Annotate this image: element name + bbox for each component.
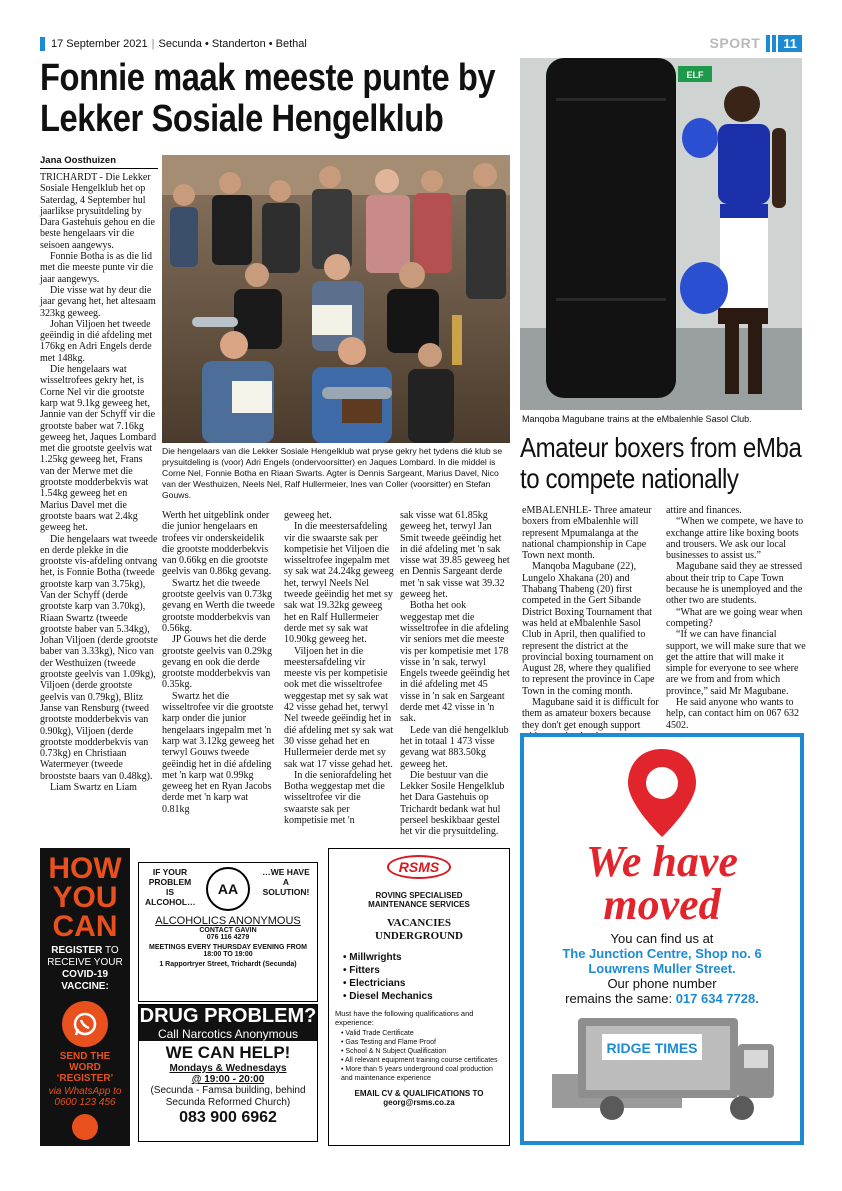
paragraph: “When we compete, we have to exchange attire like boxing boots and trousers. We ask our local businesses to assist us.” — [666, 516, 804, 562]
boxing-column-2 — [666, 505, 806, 731]
paragraph: sak visse wat 61.85kg geweeg het, terwyl Jan Smit tweede geëindig het in dié afdeling met 'n sak visse wat 39.85 geweeg het en Dennis Sargeant derde met 'n sak visse wat 39.32 geweeg het. — [400, 510, 510, 601]
page-header-left — [40, 36, 307, 52]
aa-name: ALCOHOLICS ANONYMOUS — [155, 915, 301, 927]
fishing-headline: Fonnie maak meeste punte by Lekker Sosiale Hengelklub — [40, 57, 496, 140]
moved-address-line-2: Louwrens Muller Street. — [588, 961, 736, 976]
header-separator: | — [151, 38, 155, 50]
fishing-photo-illustration — [162, 155, 510, 443]
list-item: • Fitters — [343, 965, 380, 976]
paragraph: TRICHARDT - Die Lekker Sosiale Hengelklub het op Saterdag, 4 September hul jaarlikse prysuitdeling by Dara Gastehuis gehou en die beste hengelaars vir die seisoen aangewys. — [40, 172, 155, 251]
paragraph: In die seniorafdeling het Botha weggestap met die wisseltrofee vir die swaarste sak per kompetisie met 'n — [284, 769, 392, 827]
globe-icon — [72, 1114, 98, 1140]
byline-rule — [40, 168, 158, 169]
aa-address: 1 Rapportryer Street, Trichardt (Secunda) — [159, 961, 297, 968]
paragraph: Die hengelaars wat wisseltrofees gekry het, is Corne Nel vir die grootste karp wat 9.1kg geweeg het, Jannie van der Schyff vir die grootste baber wat 7.16kg geweeg het, Jaques Lombard met die grootste geelvis wat 1.25kg geweeg het, Frans van der Merwe met die grootste modderbekvis wat 1.54kg geweeg het en Marius Davel met die grootste baars wat 2.4kg geweeg het. — [40, 364, 157, 534]
whatsapp-icon — [62, 1001, 108, 1047]
paragraph: “If we can have financial support, we will make sure that we get the attire that will make it simple for everyone to see where are we from and from which province,” said Mr Magubane. — [666, 629, 806, 697]
paragraph: Johan Viljoen het tweede geëindig in dié afdeling met 176kg en Adri Engels derde met 148kg. — [40, 318, 153, 364]
rsms-logo: RSMS — [387, 855, 451, 879]
alcoholics-anonymous-ad — [138, 862, 318, 1002]
paragraph: Manqoba Magubane (22), Lungelo Xhakana (20) and Thabang Thabeng (20) first competed in the Gert Sibande District Boxing Tournament that was held at eMbalenhle Sasol Club in April, then qualified to represent the district at the provincial boxing tournament on August 28, where they qualified to represent the province in Cape Town in the coming month. — [522, 561, 655, 697]
covid-whatsapp-number: via WhatsApp to 0600 123 456 — [48, 1086, 122, 1108]
section-label: SPORT — [709, 35, 761, 51]
na-time: @ 19:00 - 20:00 — [191, 1074, 265, 1085]
paragraph: Lede van dié hengelklub het in totaal 1 473 visse gevang wat 883.50kg geweeg het. — [400, 724, 509, 770]
na-help: WE CAN HELP! — [165, 1043, 291, 1062]
page-header-right — [710, 34, 802, 52]
covid-send-word: SEND THE WORD ‘REGISTER’ — [56, 1051, 114, 1084]
covid-ad-line-1: HOW — [48, 852, 122, 885]
moved-title-line-2: moved — [603, 880, 721, 929]
issue-date: 17 September 2021 — [51, 38, 148, 50]
paragraph: attire and finances. — [666, 505, 742, 516]
paragraph: Werth het uitgeblink onder die junior hengelaars en trofees vir onderskeidelik die grootste modderbekvis van 0.66kg en die grootste geelvis van 0.86kg gevang. — [162, 510, 272, 578]
paragraph: Viljoen het in die meestersafdeling vir meeste vis per kompetisie ook met die wisseltrofee weggestap met sy sak wat 42 visse gehad het, terwyl Nel tweede geëindig het in dié afdeling met sy sak wat 30 visse gehad het en Hullermeier derde met sy sak wat 17 visse gehad het. — [284, 645, 394, 770]
paragraph: Botha het ook weggestap met die wisseltrofee in die afdeling vir seniors met die meeste vis per kompetisie met 178 visse in 'n sak, terwyl Engels tweede geëindig het in dié afdeling met 45 visse in 'n sak en Sargeant derde met 42 visse in 'n sak. — [400, 600, 510, 725]
list-item: • Millwrights — [343, 952, 402, 963]
paragraph: JP Gouws het die derde grootste geelvis van 0.29kg gevang en ook die derde grootste modderbekvis van 0.35kg. — [162, 634, 272, 691]
list-item: • Diesel Mechanics — [343, 991, 433, 1002]
boxing-headline: Amateur boxers from eMba to compete nationally — [520, 432, 802, 494]
moved-find-us: You can find us at — [610, 931, 714, 946]
covid-vaccine-label: COVID-19 VACCINE: — [61, 969, 109, 992]
fishing-photo-caption: Die hengelaars van die Lekker Sosiale Hengelklub wat pryse gekry het tydens dié klub se prysuitdeling is (voor) Adri Engels (ondervoorsitter) en Jaques Lombard. In die middel is Corne Nel, Fonnie Botha en Riaan Swarts. Agter is Dennis Sargeant, Marius Davel, Nico van der Westhuizen, Neels Nel, Ralf Hullermeier, Ines van Coller (voorsitter) en Stefan Gouws. — [162, 446, 503, 500]
moved-phone: 017 634 7728. — [675, 991, 759, 1006]
covid-to-word: TO — [102, 945, 119, 956]
narcotics-anonymous-ad — [138, 1004, 318, 1142]
fishing-column-4 — [400, 510, 510, 838]
aa-left-text: IF YOUR PROBLEM IS ALCOHOL… — [145, 867, 196, 907]
boxer-photo-caption: Manqoba Magubane trains at the eMbalenhle Sasol Club. — [522, 414, 752, 424]
covid-vaccine-ad — [40, 848, 130, 1146]
location-pin-icon — [622, 745, 702, 841]
paragraph: Die visse wat hy deur die jaar gevang het, het altesaam 323kg geweeg. — [40, 284, 156, 319]
page-number: 11 — [778, 35, 802, 52]
na-days: Mondays & Wednesdays — [169, 1063, 287, 1074]
rsms-email: georg@rsms.co.za — [383, 1098, 455, 1107]
paragraph: In die meestersafdeling vir die swaarste sak per kompetisie het Viljoen die wisseltrofee ingepalm met sy sak wat 24.24kg geweeg het, terwyl Neels Nel tweede geëindig het met sy sak wat 19.32kg geweeg het en Ralf Hullermeier derde met sy sak wat 10.90kg geweeg het. — [284, 521, 394, 646]
moved-phone-line — [524, 991, 800, 1006]
rsms-requirements-intro: Must have the following qualifications and experience: — [335, 1009, 474, 1027]
delivery-truck-icon — [542, 1014, 782, 1124]
truck-label: RIDGE TIMES — [606, 1040, 698, 1056]
fishing-column-2 — [162, 510, 276, 815]
list-item: • More than 5 years underground coal production and maintenance experience — [341, 1066, 493, 1082]
paragraph: “What are we going wear when competing? — [666, 606, 803, 629]
moved-address-line-1: The Junction Centre, Shop no. 6 — [562, 946, 762, 961]
list-item: • Gas Testing and Flame Proof — [341, 1039, 436, 1046]
header-bars — [766, 35, 776, 52]
aa-meetings: MEETINGS EVERY THURSDAY EVENING FROM 18:00 TO 19:00 — [149, 944, 307, 958]
header-accent-bar — [40, 37, 45, 51]
aa-right-text: …WE HAVE A SOLUTION! — [262, 867, 310, 897]
moved-title-line-1: We have — [586, 837, 738, 886]
list-item: • All relevant equipment training course certificates — [341, 1057, 498, 1064]
paragraph: Magubane said it is difficult for them as amateur boxers because they don't get enough support — [522, 697, 659, 731]
covid-register-word: REGISTER — [51, 945, 103, 956]
boxer-photo-illustration — [520, 58, 802, 410]
rsms-positions-list — [343, 951, 509, 1003]
paragraph: He said anyone who wants to help, can contact him on 067 632 4502. — [666, 697, 800, 731]
paragraph: Die hengelaars wat tweede en derde plekke in die grootste vis-afdeling ontvang het, is Fonnie Botha (tweede grootste karp van 3.75kg), Van der Schyff (derde grootste karp van 3.70kg), Riaan Swartz (tweede grootste baber van 5.34kg), Johan Viljoen (derde grootste baber van 3.33kg), Nico van der Westhuizen (tweede grootste geelvis van 1.09kg), Viljoen (derde grootste geelvis van 0.79kg), Blitz Janse van Rensburg (tweed grootste modderbekvis van 0.90kg), Viljoen (derde grootste modderbekvis van 0.73kg) en Christiaan Watermeyer (tweede broostste baars van 0.48kg). — [40, 533, 158, 782]
list-item: • Valid Trade Certificate — [341, 1030, 414, 1037]
paragraph: Swartz het die tweede grootste geelvis van 0.73kg gevang en Werth die tweede grootste modderbekvis van 0.56kg. — [162, 577, 275, 634]
gym-exit-sign: ELF — [686, 70, 704, 80]
list-item: • School & N Subject Qualification — [341, 1048, 447, 1055]
boxer-photo — [520, 58, 802, 410]
na-subtitle: Call Narcotics Anonymous — [139, 1027, 317, 1041]
fishing-group-photo — [162, 155, 510, 443]
aa-logo: AA — [206, 867, 250, 911]
rsms-vacancies-ad — [328, 848, 510, 1146]
paragraph: eMBALENHLE- Three amateur boxers from eMbalenhle will represent Mpumalanga at the national championship in Cape Town next month. — [522, 505, 652, 562]
rsms-email-label: EMAIL CV & QUALIFICATIONS TO — [354, 1089, 484, 1098]
moved-phone-label-2: remains the same: — [565, 991, 676, 1006]
rsms-company-name: ROVING SPECIALISED MAINTENANCE SERVICES — [368, 891, 470, 909]
na-phone: 083 900 6962 — [179, 1109, 277, 1126]
paragraph: Swartz het die wisseltrofee vir die grootste karp onder die junior hengelaars ingepalm met 'n karp wat 3.12kg geweeg het terwyl Gouws tweede geëindig het in dié afdeling met 'n karp wat 0.99kg geweeg het en Ryan Jacobs derde met 'n karp wat 0.81kg — [162, 690, 275, 815]
rsms-vacancies: VACANCIES UNDERGROUND — [375, 917, 463, 942]
paragraph: Liam Swartz en Liam — [50, 782, 137, 794]
paragraph: Die bestuur van die Lekker Sosile Hengelklub het Dara Gastehuis op Trichardt bedank wat hul perseel beskikbaar gestel het vir die prysuitdeling. — [400, 769, 505, 838]
paragraph: Fonnie Botha is as die lid met die meeste punte vir die jaar aangewys. — [40, 251, 154, 285]
na-venue: (Secunda - Famsa building, behind Secunda Reformed Church) — [150, 1085, 306, 1108]
list-item: • Electricians — [343, 978, 406, 989]
paragraph: Magubane said they ae stressed about their trip to Cape Town because he is unemployed and the other two are students. — [666, 561, 803, 607]
covid-ad-line-2: YOU — [52, 881, 118, 914]
covid-register-line — [40, 945, 130, 957]
moved-phone-label-1: Our phone number — [607, 976, 717, 991]
na-title: DRUG PROBLEM? — [139, 1005, 317, 1027]
boxing-column-1 — [522, 505, 660, 742]
covid-ad-line-3: CAN — [52, 910, 118, 943]
paragraph: geweeg het. — [284, 510, 332, 521]
fishing-column-3 — [284, 510, 394, 826]
ridge-times-moved-ad — [520, 733, 804, 1145]
fishing-column-1 — [40, 172, 158, 793]
fishing-byline: Jana Oosthuizen — [40, 155, 117, 166]
rsms-requirements-list — [341, 1029, 503, 1083]
covid-receive: RECEIVE YOUR — [47, 957, 123, 968]
aa-contact: CONTACT GAVIN — [199, 927, 257, 934]
aa-phone: 076 116 4279 — [206, 934, 250, 941]
header-locations: Secunda • Standerton • Bethal — [158, 38, 307, 50]
